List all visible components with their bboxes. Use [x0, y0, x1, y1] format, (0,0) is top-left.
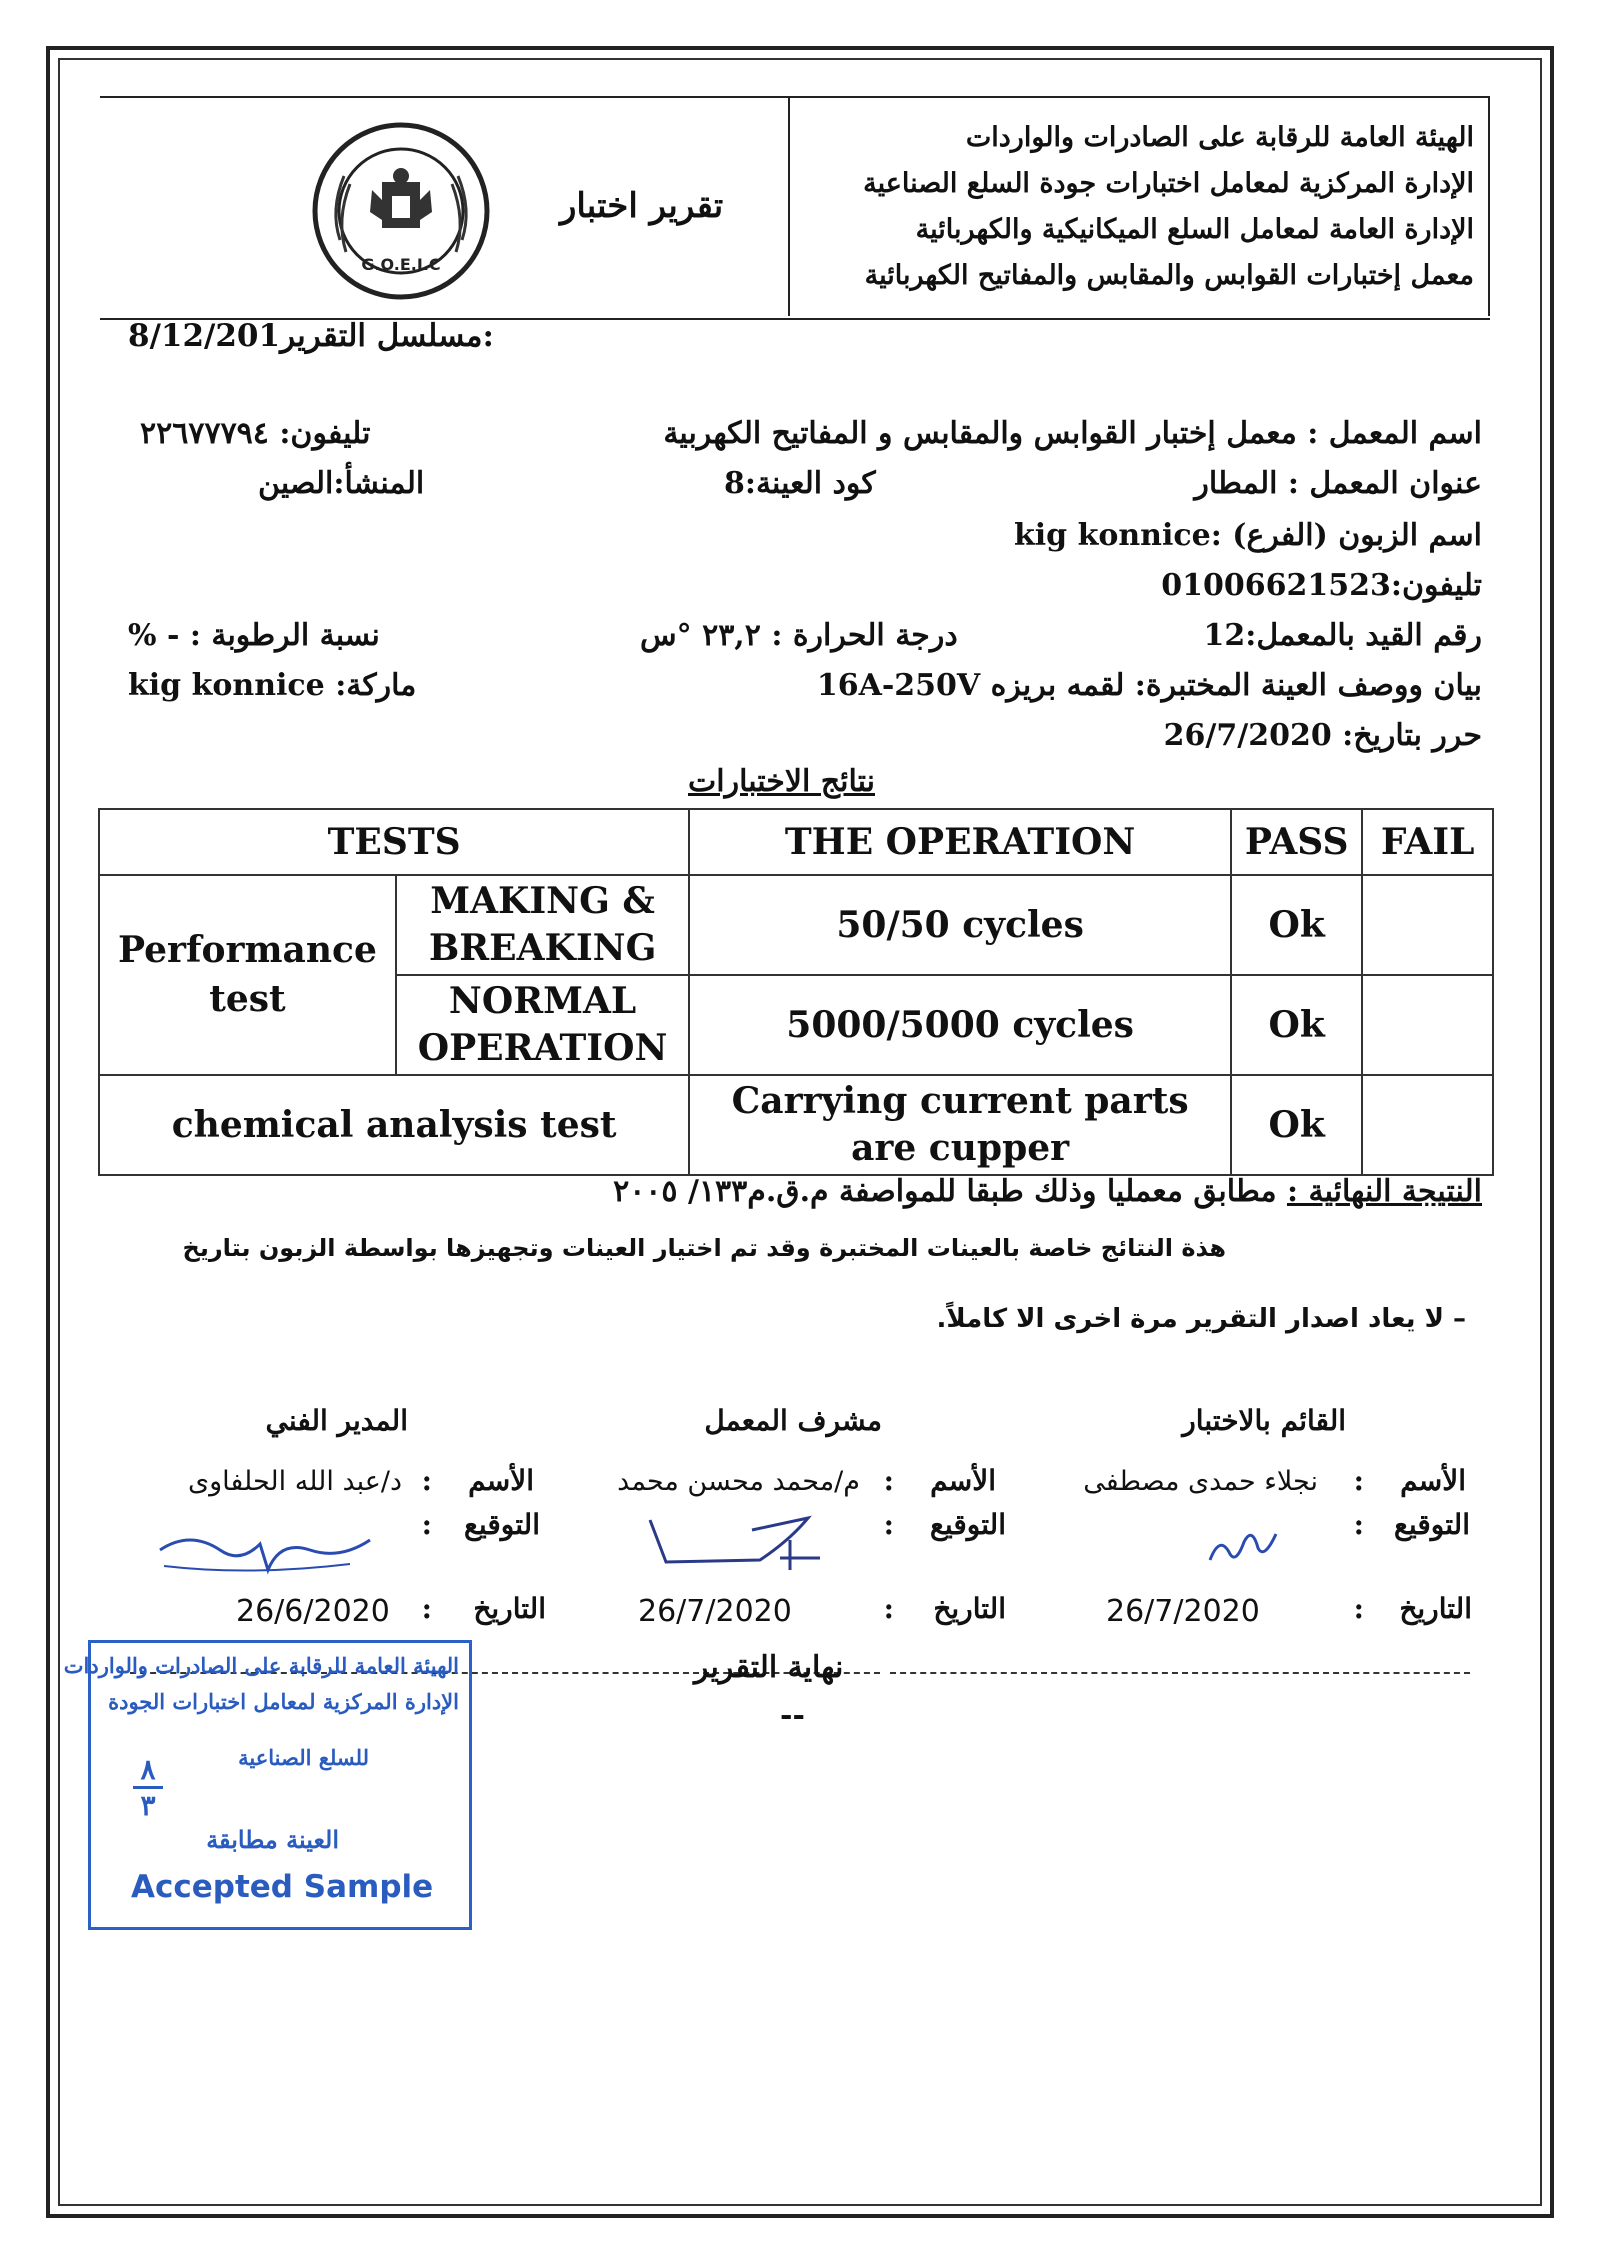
stamp-line-5: Accepted Sample: [131, 1869, 434, 1905]
stamp-line-4: العينة مطابقة: [206, 1825, 339, 1854]
supervisor-date-label: التاريخ: [933, 1592, 1006, 1625]
table-row-test: MAKING & BREAKING: [396, 875, 689, 975]
org-block: [790, 96, 1490, 316]
sample-code: كود العينة:8: [724, 466, 876, 501]
table-row-fail: [1362, 975, 1493, 1075]
table-row-pass: Ok: [1231, 975, 1362, 1075]
end-rule-right: [890, 1672, 1470, 1674]
colon: :: [883, 1464, 894, 1497]
lab-phone: تليفون: ٢٢٦٧٧٧٩٤: [140, 416, 371, 451]
director-sign-label: التوقيع: [464, 1508, 540, 1541]
customer-name: اسم الزبون (الفرع) :kig konnice: [1013, 518, 1482, 553]
supervisor-name: م/محمد محسن محمد: [617, 1466, 860, 1497]
stamp-line-3: للسلع الصناعية: [238, 1745, 369, 1770]
org-line-1: الهيئة العامة للرقابة على الصادرات والواردات: [965, 122, 1474, 153]
colon: :: [421, 1464, 432, 1497]
colon: :: [421, 1508, 432, 1541]
table-row-test: NORMAL OPERATION: [396, 975, 689, 1075]
registration-number: رقم القيد بالمعمل:12: [1203, 618, 1482, 653]
accepted-sample-stamp: [63, 1640, 472, 1930]
colon: :: [883, 1508, 894, 1541]
sample-description: بيان ووصف العينة المختبرة: لقمه بريزه 16A-250V: [816, 668, 1482, 703]
supervisor-sign-label: التوقيع: [930, 1508, 1006, 1541]
tester-name: نجلاء حمدى مصطفى: [1083, 1466, 1318, 1497]
supervisor-name-label: الأسم: [930, 1464, 996, 1497]
colon: :: [1353, 1592, 1364, 1625]
director-name: د/عبد الله الحلفاوى: [187, 1466, 402, 1497]
org-line-2: الإدارة المركزية لمعامل اختبارات جودة السلع الصناعية: [863, 168, 1474, 199]
colon: :: [421, 1592, 432, 1625]
final-result-text: مطابق معمليا وذلك طبقا للمواصفة م.ق.م١٣٣/ ٢٠٠٥: [613, 1174, 1277, 1209]
director-date-label: التاريخ: [473, 1592, 546, 1625]
stamp-fraction-top: ٨: [140, 1753, 156, 1786]
report-serial-value: 8/12/201: [128, 318, 281, 354]
col-header-pass: PASS: [1231, 809, 1362, 875]
director-signature: [150, 1510, 380, 1580]
report-serial: [128, 318, 494, 354]
tester-date-label: التاريخ: [1399, 1592, 1472, 1625]
results-heading: نتائج الاختبارات: [688, 764, 876, 799]
col-header-operation: THE OPERATION: [689, 809, 1231, 875]
results-table: [98, 808, 1494, 1176]
table-row-operation: 50/50 cycles: [689, 875, 1231, 975]
table-row-pass: Ok: [1231, 875, 1362, 975]
table-row-operation: Carrying current parts are cupper: [689, 1075, 1231, 1175]
brand: ماركة: kig konnice: [128, 668, 417, 703]
temperature: درجة الحرارة : ٢٣,٢ °س: [640, 618, 958, 653]
svg-text:G.O.E.I.C: G.O.E.I.C: [361, 255, 441, 274]
issue-date: حرر بتاريخ: 26/7/2020: [1163, 718, 1482, 753]
performance-test-label: Performance test: [99, 875, 396, 1075]
final-result: [613, 1174, 1482, 1209]
supervisor-signature: [640, 1500, 830, 1580]
colon: :: [883, 1592, 894, 1625]
supervisor-role: مشرف المعمل: [704, 1404, 882, 1437]
director-name-label: الأسم: [468, 1464, 534, 1497]
table-row-pass: Ok: [1231, 1075, 1362, 1175]
final-result-label: النتيجة النهائية :: [1286, 1174, 1482, 1209]
tester-date: 26/7/2020: [1106, 1594, 1260, 1629]
table-row-operation: 5000/5000 cycles: [689, 975, 1231, 1075]
stamp-fraction: [133, 1753, 163, 1822]
org-line-4: معمل إختبارات القوابس والمقابس والمفاتيح الكهربائية: [864, 260, 1474, 291]
table-row-fail: [1362, 875, 1493, 975]
report-title: تقرير اختبار: [560, 186, 724, 226]
origin: المنشأ:الصين: [258, 466, 425, 501]
table-row-test: chemical analysis test: [99, 1075, 689, 1175]
customer-phone: تليفون:01006621523: [1161, 568, 1482, 603]
director-role: المدير الفني: [265, 1404, 408, 1437]
report-serial-label: مسلسل التقرير:: [280, 318, 494, 354]
colon: :: [1353, 1464, 1364, 1497]
tester-sign-label: التوقيع: [1394, 1508, 1470, 1541]
director-date: 26/6/2020: [236, 1594, 390, 1629]
colon: :: [1353, 1508, 1364, 1541]
goeic-seal-logo: [310, 120, 492, 302]
tester-role: القائم بالاختبار: [1182, 1404, 1346, 1437]
note-2: – لا يعاد اصدار التقرير مرة اخرى الا كاملاً.: [936, 1304, 1466, 1334]
col-header-fail: FAIL: [1362, 809, 1493, 875]
supervisor-date: 26/7/2020: [638, 1594, 792, 1629]
end-dash: --: [780, 1698, 805, 1733]
end-of-report: نهاية التقرير: [694, 1650, 844, 1685]
table-row-fail: [1362, 1075, 1493, 1175]
lab-address: عنوان المعمل : المطار: [1194, 466, 1482, 501]
stamp-line-1: الهيئة العامة للرقابة على الصادرات والواردات: [63, 1653, 459, 1678]
note-1: هذة النتائج خاصة بالعينات المختبرة وقد تم اختيار العينات وتجهيزها بواسطة الزبون بتاريخ: [182, 1234, 1226, 1262]
stamp-line-2: الإدارة المركزية لمعامل اختبارات الجودة: [108, 1689, 459, 1714]
tester-name-label: الأسم: [1400, 1464, 1466, 1497]
org-line-3: الإدارة العامة لمعامل السلع الميكانيكية والكهربائية: [915, 214, 1474, 245]
tester-signature: [1200, 1514, 1290, 1574]
humidity: نسبة الرطوبة : - %: [128, 618, 380, 653]
col-header-tests: TESTS: [99, 809, 689, 875]
lab-name: اسم المعمل : معمل إختبار القوابس والمقابس و المفاتيح الكهربية: [663, 416, 1482, 451]
stamp-fraction-bottom: ٣: [140, 1789, 156, 1822]
